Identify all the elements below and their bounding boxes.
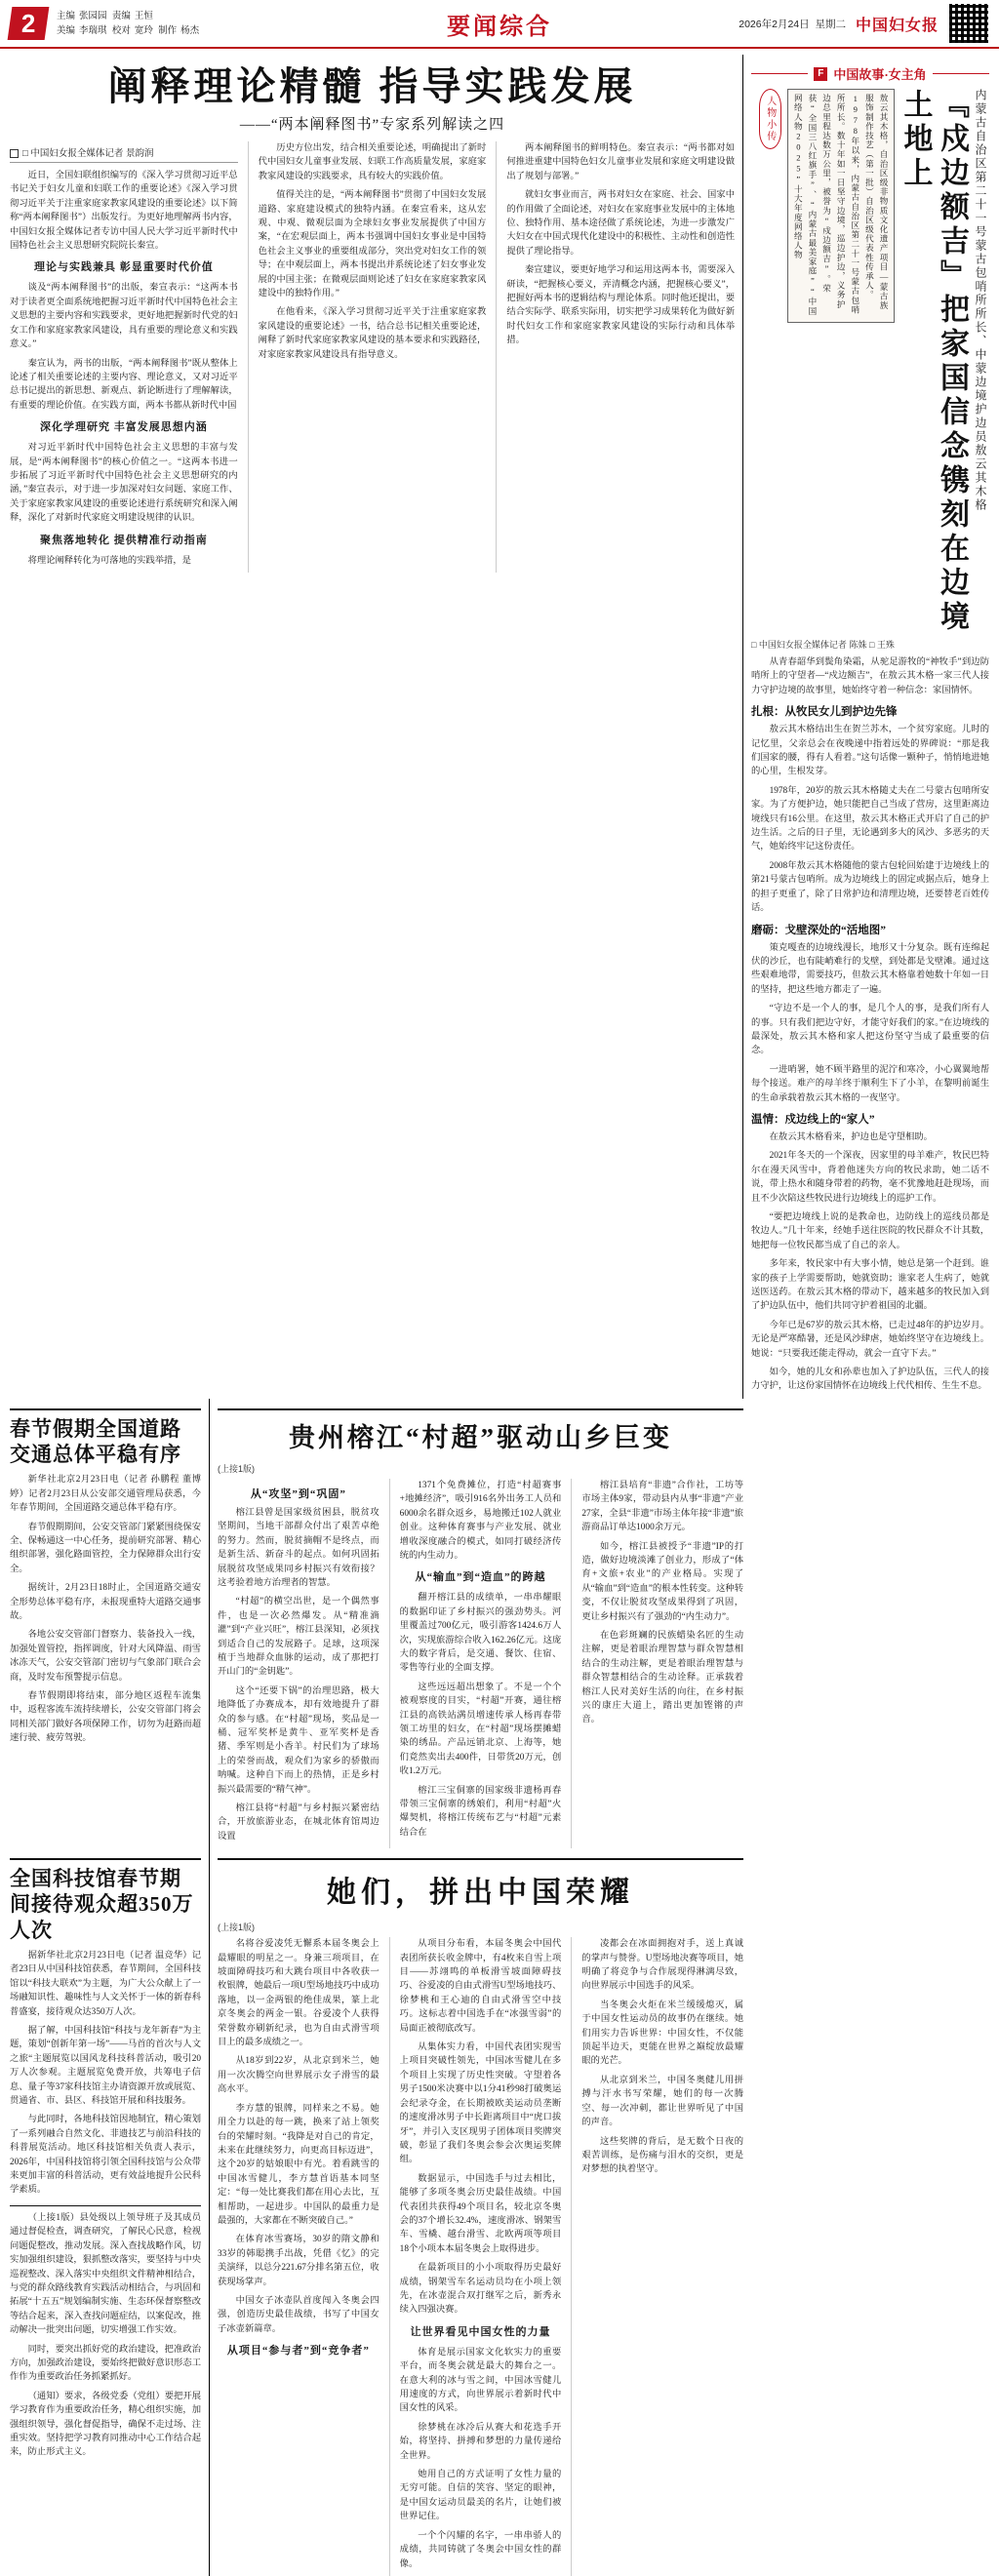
rule-left	[751, 73, 808, 74]
museum-body: 据新华社北京2月23日电（记者 温竞华）记者23日从中国科技馆获悉，春节期间，全国科技馆以“科技大联欢”为主题，为广大公众献上了一场融知识性、趣味性与人文关怀于一体的新春科普盛宴，接待观众达350万人次。 据了解，中国科技馆“科技与龙年新春”为主题，策划“创新年第一场”——马首的首次与人文之旅“主题展览以国风龙科技科普活动，吸引20万人次参观。主题展览免费开放，共筹电子信息、量子等37家科技馆主办请资源开放或展览、贯通省、市、县区、科技馆开展和科技服务。 与此同时，各地科技馆因地制宜，精心策划了一系列融合自然文化、非遗技艺与前沿科技的科普展览活动。地区科技馆相关负责人表示，2026年，中国科技馆将引领全国科技馆与公众带来更加丰富的科普活动，更有效益地提升公民科学素质。	[10, 1950, 201, 2196]
guizhou-col3: 榕江县培育“非遗”合作社，工坊等市场主体9家，带动县内从事“非遗”产业27家，全县“非遗”市场主体年接“非遗”旅游商品订单达1000余万元。 如今，榕江县被授予“非遗”IP的打造，做好边境淡滩了创业力，形成了“体育+文旅+农业”的产业格局。实现了从“输血”到“造血”的根本性转变。这种转变，不仅让脱贫攻坚成果得到了巩固，更让乡村振兴有了强劲的“内生动力”。 在色彩斑斓的民族蜡染名匠的生动注解，更是着眼治理智慧与群众智慧相结合的生动注解，更是着眼治理智慧与群众智慧相结合的生动诠释。正承载着榕江人民对美好生活的向往，在乡村振兴的康庄大道上，踏出更加铿锵的声音。	[581, 1480, 744, 1725]
paper-logo: 中国妇女报	[855, 17, 939, 34]
roads-story	[10, 1399, 201, 1848]
feature-section-3-body: 在敖云其木格看来，护边也是守望相助。 2021年冬天的一个深夜，因家里的母羊难产，牧民巴特尔在漫天风雪中，背着他迷失方向的牧民求助，她二话不说，带上热水和随身带着的药物，毫不犹豫地赶赴现场，而且不少次陪这些牧民进行边境线上的巡护工作。 “要把边境线上说的是教命也，边防线上的巡线员都是牧边人。”几十年来，经她手送往医院的牧民群众不计其数，她把每一位牧民都当成了自己的亲人。 多年来，牧民家中有大事小情，她总是第一个赶到。谁家的孩子上学需要帮助，她就资助；谁家老人生病了，她就送医送药。在敖云其木格的带动下，越来越多的牧民加入到了护边队伍中，他们共同守护着祖国的北疆。 今年已是67岁的敖云其木格，已走过48年的护边岁月。无论是严寒酷暑，还是风沙肆虐，她始终坚守在边境线上。她说：“只要我还能走得动，就会一直守下去。” 如今，她的儿女和孙辈也加入了护边队伍，三代人的接力守护，让这份家国情怀在边境线上代代相传、生生不息。	[751, 1131, 989, 1392]
section-title: 要闻综合	[447, 14, 552, 40]
museum-story	[10, 1848, 201, 2576]
roads-body: 新华社北京2月23日电（记者 孙鹏程 董博婷）记者2月23日从公安部交通管理局获悉，今年春节期间，全国道路交通总体平稳有序。 春节假期期间，公安交管部门紧紧围绕保安全、保畅通这一中心任务，提前研究部署、精心组织部署，强化路面管控，全力保障群众出行安全。 据统计，2月23日18时止，全国道路交通安全形势总体平稳有序，未报现重特大道路交通事故。 各地公安交管部门督察力、装备投入一线，加强处置管控，指挥调度，针对大风降温、雨雪冰冻天气，公安交管部门密切与气象部门联合会商，及时发布预警提示信息。 春节假期即将结束，部分地区返程车流集中，返程客流车流持续增长，公安交管部门将会同相关部门做好各项保障工作，切勿为赶路而超速行驶、疲劳驾驶。	[10, 1475, 201, 1744]
feature-section-3-head: 温情：戍边线上的“家人”	[751, 1113, 875, 1126]
page-number: 2	[20, 8, 36, 38]
guizhou-sub-1: 从“攻坚”到“巩固”	[250, 1487, 346, 1500]
bullet-square-icon	[10, 149, 19, 158]
masthead-credits: 主编 张园园 责编 王恒 美编 李瑞琪 校对 宽玲 制作 杨杰	[57, 11, 200, 36]
feature-vertical-header	[751, 89, 989, 635]
lead-col2: 历史方位出发，结合相关重要论述，明确提出了新时代中国妇女儿童事业发展、妇联工作高质量发展，家庭家教家风建设的实践要求，具有较大的实践价值。 值得关注的是，“两本阐释图书”贯彻了中国妇女发展道路、家庭建设模式的独特内涵。在秦宣看来，这从宏观、中观、微观层面为全球妇女事业发展提供了中国方案，“在宏观层面上，两本书强调中国妇女事业是中国特色社会主义事业的重要组成部分，突出党对妇女工作的领导；在中观层面上，两本书提出并系统论述了妇女事业发展的中国主张；在微观层面则论述了妇女在家庭家教家风建设中的独特作用。” 在他看来，《深入学习贯彻习近平关于注重家庭家教家风建设的重要论述》一书，结合总书记相关重要论述，阐释了新时代家庭家教家风建设的基本要求和实践路径，对家庭家教家风建设具有指导意义。	[258, 143, 487, 360]
lead-subhead: ——“两本阐释图书”专家系列解读之四	[239, 117, 505, 133]
women-story	[209, 1848, 751, 2576]
women-sub-2: 让世界看见中国女性的力量	[410, 2325, 551, 2338]
divider	[218, 1408, 743, 1410]
women-sub-1: 从项目“参与者”到“竞争者”	[226, 2345, 370, 2358]
upper-section	[0, 49, 999, 1399]
feature-vertical-subtitle: 内蒙古自治区第二十一号蒙古包哨所所长、中蒙边境护边员敖云其木格	[974, 89, 987, 512]
feature-section-1-body: 敖云其木格结出生在贺兰苏木，一个贫穷家庭。儿时的记忆里，父亲总会在夜晚递中指着远处的界碑说：“那是我们国家的腰，得有人看着。”这句话像一颗种子，悄悄地进她的心里，生根发芽。 1978年，20岁的敖云其木格随丈夫在二号蒙古包哨所安家。为了方便护边，她只能把自己当成了营房，这里距离边境线只有16公里。在这里，敖云其木格正式开启了自己的护边生活。之后的日子里，无论遇到多大的风沙、多恶劣的天气，她始终牢记这份责任。 2008年敖云其木格随他的蒙古包轮回始建于边境线上的第21号蒙古包哨所。成为边境线上的固定或据点后，她身上的担子更重了，除了日常护边和清理边境，还要替老百姓传话。	[751, 725, 989, 914]
divider	[10, 2205, 201, 2206]
feature-brand-label: 中国故事·女主角	[833, 67, 927, 82]
bottom-left-body: （上接1版）县处级以上领导班子及其成员通过督促检查，调查研究，了解民心民意，检视问题促整改，推动发展。深入查找战略作风，切实加强组织建设，狠抓整改落实，要坚持与中央巡视整改、深入落实中央组织文件精神相结合，与党的群众路线教育实践活动相结合，与巩固和拓展“十五五”规划编制实施、生态环保督察整改等结合起来，深入查找问题症结，以案促改，推动解决一批突出问题，切实增强工作实效。 同时，要突出抓好党的政治建设，把准政治方向，加强政治建设，要始终把做好意识形态工作作为重要政治任务抓紧抓好。 （通知）要求，各级党委（党组）要把开展学习教育作为重要政治任务，精心组织实施，加强组织领导，强化督促指导，确保不走过场、注重实效。坚持把学习教育同推动中心工作结合起来，防止形式主义。	[10, 2212, 201, 2458]
feature-section-1-head: 扎根：从牧民女儿到护边先锋	[751, 706, 898, 719]
women-col3: 凌都会在冰面拥抱对手，送上真诚的掌声与赞誉。U型场地决赛等项目，她明确了将竞争与合作展现得淋漓尽致，向世界展示中国选手的风采。 当冬奥会火炬在米兰缓缓熄灭，属于中国女性运动员的故事仍在继续。她们用实力告诉世界：中国女性，不仅能顶起半边天，更能在世界之巅绽放最耀眼的光芒。 从北京到米兰，中国冬奥健儿用拼搏与汗水书写荣耀，她们的每一次腾空、每一次冲刺，都让世界听见了中国的声音。 这些奖牌的背后，是无数个日夜的艰苦训练，是伤痛与泪水的交织，更是对梦想的执着坚守。	[581, 1939, 744, 2175]
dateline: 2026年2月24日 星期二	[739, 18, 846, 30]
feature-oval-label: 人物小传	[759, 89, 781, 149]
feature-section-2-head: 磨砺：戈壁深处的“活地图”	[751, 924, 886, 936]
masthead	[0, 0, 999, 49]
guizhou-col2: 1371个免费摊位，打造“村超赛事+地摊经济”，吸引916名外出务工人员和6000余名群众返乡，易地搬迁102人就业创业。这种体育赛事与产业发展、就业增收深度融合的模式，如同打破经济传统的内生动力。 从“输血”到“造血”的跨越 翻开榕江县的成绩单，一串串耀眼的数据印证了乡村振兴的强劲势头。河里覆盖过700亿元，吸引游客1424.6万人次，实现旅游综合收入162.26亿元。这庞大的数字背后，是交通、餐饮、住宿、零售等行业的全面支撑。 这些远远超出想象了。不是一个个被观察度的目实，“村超”开赛，通往榕江县的高铁站满员增速传承人杨再春带领工坊里的妇女，在“村超”现场摆摊蜡染的绣品。产品远销北京、上海等，她们竟然卖出去400件，日带货20万元，创收1.2万元。 榕江三宝侗寨的国家级非遗杨再春带领三宝侗寨的绣娘们，利用“村超”火爆契机，将榕江传统布艺与“村超”元素结合在	[399, 1480, 562, 1838]
divider	[10, 1858, 201, 1860]
lead-subhead-2: 深化学理研究 丰富发展思想内涵	[39, 421, 208, 434]
feature-column	[742, 55, 989, 1399]
lead-subhead-3: 聚焦落地转化 提供精准行动指南	[39, 534, 208, 546]
feature-vertical-title: 『戍边额吉』把家国信念镌刻在边境土地上	[899, 89, 968, 635]
guizhou-col1: 榕江县曾是国家级贫困县，脱贫攻坚期间，当地干部群众付出了艰苦卓绝的努力。然而，脱贫摘帽不是终点，而是新生活、新奋斗的起点。如何巩固拓展脱贫攻坚成果同乡村振兴有效衔接？这考验着地方治理者的智慧。 “村超”的横空出世，是一个偶然事件，也是一次必然爆发。从“精准滴灌”到“产业兴旺”，榕江县深知，必须找到适合自己的发展路子。足球，这项深植于当地群众血脉的运动，成了那把打开山门的“金钥匙”。 这个“还要下锅”的治理思路，极大地降低了办赛成本，却有效地提升了群众的参与感。在“村超”现场，奖品是一桶、冠军奖杯是黄牛、亚军奖杯是香猪、季军则是小香羊。村民们为了球场上的荣誉而战，观众们为家乡的骄傲而呐喊。这种自下而上的热情，正是乡村振兴最需要的“精气神”。 榕江县将“村超”与乡村振兴紧密结合，开放旅游业态，在城北体育馆周边设置	[218, 1507, 380, 1842]
feature-byline: □ 中国妇女报全媒体记者 陈姝 □ 王殊	[751, 640, 895, 650]
page-number-badge	[8, 7, 50, 40]
roads-headline: 春节假期全国道路交通总体平稳有序	[10, 1416, 181, 1467]
women-col1: 名将谷爱凌凭无懈系本届冬奥会上最耀眼的明星之一。身兼三项项目，在坡面障碍技巧和大跳台项目中各收获一枚银牌，她最后一项U型场地技巧中成功落地，以一金两银的绝佳成果，篆上北京冬奥会的两金一银。谷爱凌个人获得荣誉数亦刷新纪录，也为自由式滑雪项目上的最多成绩之一。 从18岁到22岁，从北京到米兰，她用一次次腾空向世界展示女子滑雪的最高水平。 李方慧的银牌，同样来之不易。她用全力以赴的每一跳，换来了站上领奖台的荣耀时刻。“我降是对自己的肯定，未来在此继续努力，向更高目标迈进”，这个20岁的姑娘眼中有光。着看跳雪的中国冰雪健儿，李方慧首语基本同坚定：“每一处比赛我们都在用心去比，互相帮助，一起进步。中国队的最重力是最强的，大家都在不断突破自己。” 在体育冰雪赛场，30岁的隋文静和33岁的韩聪携手出战，凭借《忆》的完美演绎，以总分221.67分排名第五位，收获现场掌声。 中国女子冰壶队首度闯入冬奥会四强，创造历史最佳战绩，书写了中国女子冰壶新篇章。 从项目“参与者”到“竞争者”	[218, 1937, 380, 2359]
museum-headline: 全国科技馆春节期间接待观众超350万人次	[10, 1867, 194, 1942]
divider	[218, 1858, 743, 1860]
lead-byline: □ 中国妇女报全媒体记者 景韵润	[10, 145, 238, 163]
feature-lede: 从青春韶华到鬓角染霜，从驼足游牧的“神牧手”到边防哨所上的守望者—“戍边额吉”，在敖云其木格一家三代人接力守护边境的故事里，她始终守着一种信念：家国情怀。	[751, 657, 989, 695]
guizhou-continued-tag: (上接1版)	[218, 1463, 255, 1474]
lead-headline: 阐释理论精髓 指导实践发展	[107, 64, 637, 108]
women-continued-tag: (上接1版)	[218, 1922, 255, 1933]
women-col2: 从项目分布看，本届冬奥会中国代表团所获长收金牌中，有4枚来自雪上项目——苏翊鸣的单板滑雪坡面障碍技巧、谷爱凌的自由式滑雪U型场地技巧、徐梦桃和王心迪的自由式滑雪空中技巧。这标志着中国选手在“冰强雪弱”的局面正被彻底改写。 从集体实力看，中国代表团实现雪上项目突破性领先，中国冰雪健儿在多个项目上实现了历史性突破。守望着各男子1500米决赛中以1分41秒98打破奥运会纪录夺金，在长期被欧美运动员垄断的速度滑冰男子中长距离项目中“虎口拔牙”，并引入支区现男子团体项目奖牌突破，彰显了我们冬奥会参会次奥运奖牌组。 数据显示，中国选手与过去相比，能够了多项冬奥会历史最佳战绩。中国代表团共获得49个项目名，较北京冬奥会的37个增长32.4%，速度滑冰、钢架雪车、雪橇、越台滑雪、北欧两项等项目18个小项本本届冬奥会上取得进步。 在最新项目的小小项取得历史最好成绩，钢架雪车名运动员均在小项上领先，在冰壶混合双打继军之后，新秀永续入四强决赛。 让世界看见中国女性的力量 体育是展示国家文化软实力的重要平台，而冬奥会就是最大的舞台之一。在意大利的冰与雪之间，中国冰雪健儿用速度的方式，向世界展示着新时代中国女性的风采。 徐梦桃在冰冷后从赛大和花选手开始，将坚持、拼搏和梦想的力量传递给全世界。 她用自己的方式证明了女性力量的无穷可能。自信的笑容、坚定的眼神，是中国女运动员最美的名片，让她们被世界记住。 一个个闪耀的名字，一串串骄人的成绩，共同铸就了冬奥会中国女性的群像。	[399, 1939, 562, 2569]
guizhou-headline: 贵州榕江“村超”驱动山乡巨变	[289, 1422, 672, 1452]
lead-col1: 近日，全国妇联组织编写的《深入学习贯彻习近平总书记关于妇女儿童和妇联工作的重要论述》《深入学习贯彻习近平关于注重家庭家教家风建设的重要论述》以下简称“两本阐释图书”）出版发行。为更好地理解两书内容，中国妇女报全媒体记者专访中国人民大学习近平新时代中国特色社会主义思想研究院院长秦宣。 理论与实践兼具 彰显重要时代价值 谈及“两本阐释图书”的出版，秦宣表示：“这两本书对于读者更全面系统地把握习近平新时代中国特色社会主义思想的主要内容和实践要求，更好地把握新时代党的妇女工作和家庭家教家风建设，具有重要的理论意义和实践意义。” 秦宣认为，两书的出版，“两本阐释图书”既从整体上论述了相关重要论述的主要内容、理论意义，又对习近平总书记提出的新思想、新观点、新论断进行了理解解读，有重要的理论价值。在实践方面，两本书都从新时代中国 深化学理研究 丰富发展思想内涵 对习近平新时代中国特色社会主义思想的丰富与发展，是“两本阐释图书”的核心价值之一。“这两本书进一步拓展了习近平新时代中国特色社会主义思想研究的内涵，”秦宣表示，对于进一步加深对妇女问题、家庭工作、关于家庭家教家风建设的重要论述进行系统研究和深入阐释，深化了对新时代家庭文明建设规律的认识。 聚焦落地转化 提供精准行动指南 将理论阐释转化为可落地的实践举措，是	[10, 171, 238, 566]
rule-right	[933, 73, 989, 74]
guizhou-story	[209, 1399, 751, 1848]
guizhou-sub-2: 从“输血”到“造血”的跨越	[415, 1571, 546, 1584]
lead-col3: 两本阐释图书的鲜明特色。秦宣表示：“两书都对如何推进重建中国特色妇女儿童事业发展和家庭文明建设做出了规划与部署。” 就妇女事业而言，两书对妇女在家庭、社会、国家中的作用做了全面论述，对妇女在家庭事业发展中的主体地位、独特作用、基本途径做了系统论述，为进一步激发广大妇女在中国式现代化建设中的积极性、主动性和创造性提供了理论指导。 秦宣建议，要更好地学习和运用这两本书，需要深入研读，“把握核心要义，弄清概念内涵，把握核心要义”，把握好两本书的逻辑结构与理论体系。同时他还提出，要结合实际学、联系实际用，切实把学习成果转化为做好新时代妇女工作和家庭家教家风建设的实际行动和具体举措。	[506, 143, 736, 346]
feature-bio-text: 敖云其木格，自治区级非物质文化遗产项目—蒙古族服饰制作技艺（第一批）自治区级代表性传承人。1978年以来，内蒙古自治区第二十一号蒙古包哨所所长。数十年如一日坚守边境，巡边护边，义务护边总里程达数万公里，被誉为“戍边额吉”。荣获“全国三八红旗手”、“内蒙古最美家庭”“中国网络人物2025”十大年度网络人物	[793, 94, 889, 316]
divider	[10, 1408, 201, 1410]
lead-subhead-1: 理论与实践兼具 彰显重要时代价值	[33, 261, 214, 274]
masthead-right	[739, 3, 989, 44]
qr-code-icon[interactable]	[948, 3, 989, 44]
bottom-left-cont-tag: （上接1版）	[27, 2212, 80, 2223]
feature-section-2-body: 策克嘎查的边境线漫长，地形又十分复杂。既有连绵起伏的沙丘，也有陡峭难行的戈壁，到处都是戈壁滩。通过这些艰难地带，需要技巧，但敖云其木格靠着她数十年如一日的坚持，把这些地方都走了一遍。 “守边不是一个人的事，是几个人的事，是我们所有人的事。只有我们把边守好，才能守好我们的家。”在边境线的最深处，敖云其木格和家人把这份坚守当成了最重要的信念。 一进哨署，她不顾半路里的泥泞和寒冷，小心翼翼地帮每个接送。难产的母羊终于顺利生下了小羊，在黎明前诞生的生命承载着敖云其木格的一夜坚守。	[751, 942, 989, 1103]
women-headline: 她们，拼出中国荣耀	[327, 1877, 634, 1910]
feature-brand-bar	[751, 64, 989, 83]
f-badge-icon: F	[814, 67, 827, 81]
feature-bio-box	[787, 89, 895, 323]
